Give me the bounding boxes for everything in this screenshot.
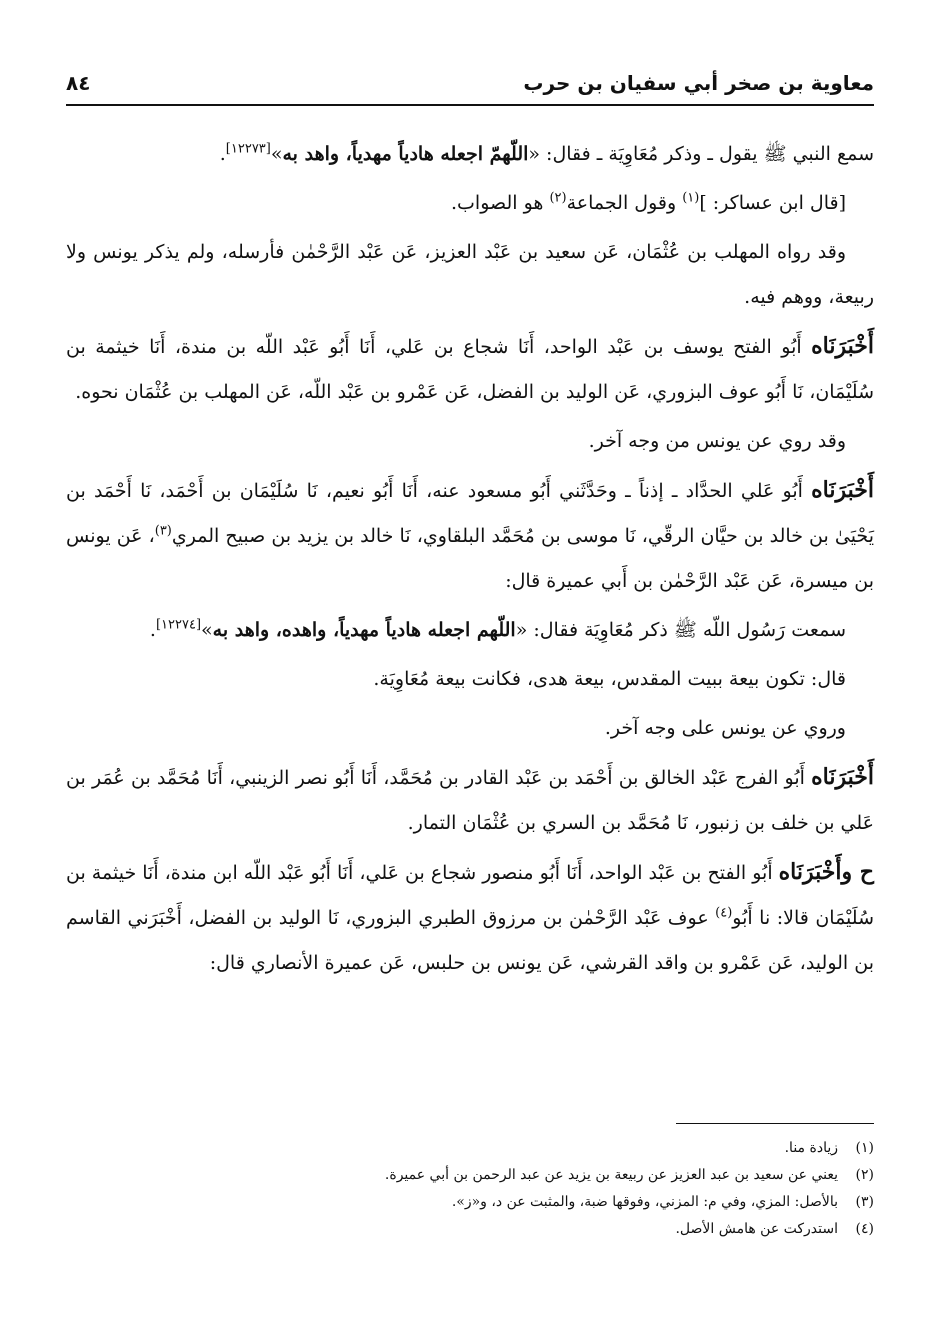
footnote-number: (١) [855,1140,874,1156]
page-number: ٨٤ [66,71,91,95]
paragraph-9: وروي عن يونس على وجه آخر. [604,717,846,739]
footnote-2 [66,1162,874,1189]
footnote-number: (٤) [855,1221,874,1237]
running-title: معاوية بن صخر أبي سفيان بن حرب [523,71,874,95]
paragraph-2 [66,181,874,226]
p2-text3: هو الصواب. [450,192,550,214]
isnad-keyword: أَخْبَرَنَاه [811,764,874,790]
isnad-keyword: أَخْبَرَنَاه [811,477,874,503]
footnote-separator [676,1123,874,1124]
footnote-number: (٣) [855,1194,874,1210]
p6-text: أَبُو عَلي الحدَّاد ـ إذناً ـ وحَدَّثَني أَبُو مسعود عنه، أَنَا أَبُو نعيم، نَا سُلَيْمَان بن أَحْمَد، نَا أَحْمَد بن يَحْيَىٰ بن خالد بن حيَّان الرقّي، نَا موسى بن مُحَمَّد البلقاوي، نَا خالد بن يزيد بن صبيح المري [66,480,874,547]
footnote-ref-3[interactable]: (٣) [154,523,172,539]
footnote-text: استدركت عن هامش الأصل. [675,1221,838,1237]
p1-hadith: اللّهمّ اجعله هادياً مهدياً، واهد به [282,143,529,165]
p1-end: . [219,143,226,165]
paragraph-5: وقد روي عن يونس من وجه آخر. [588,430,846,452]
paragraph-11 [66,850,874,986]
paragraph-10 [66,755,874,846]
footnote-4 [66,1216,874,1243]
p7-end: . [149,619,156,641]
paragraph-8: قال: تكون بيعة ببيت المقدس، بيعة هدى، فكانت بيعة مُعَاوِيَة. [373,668,846,690]
p11-text2: عوف عَبْد الرَّحْمٰن بن مرزوق الطبري البزوري، نَا الوليد بن الفضل، أَخْبَرَني القاسم بن الوليد، عَن عَمْرو بن واقد القرشي، عَن يونس بن حلبس، عَن عميرة الأنصاري قال: [66,907,874,974]
header-rule [66,104,874,106]
footnote-text: زيادة منا. [784,1140,838,1156]
footnote-1 [66,1135,874,1162]
paragraph-6 [66,468,874,604]
isnad-keyword: ح وأَخْبَرَنَاه [778,859,875,885]
footnote-ref-4[interactable]: (٤) [715,905,733,921]
p1-quote-close: » [270,143,283,165]
footnote-3 [66,1189,874,1216]
p1-text: سمع النبي ﷺ يقول ـ وذكر مُعَاوِيَة ـ فقال: « [528,143,874,165]
footnote-text: بالأصل: المزي، وفي م: المزني، وفوقها ضبة، والمثبت عن د، و«ز». [451,1194,838,1210]
p7-hadith: اللّهم اجعله هادياً مهدياً، واهده، واهد به [212,619,516,641]
paragraph-7 [66,608,874,653]
footnote-ref-1[interactable]: (١) [682,190,700,206]
paragraph-3: وقد رواه المهلب بن عُثْمَان، عَن سعيد بن عَبْد العزيز، عَن عَبْد الرَّحْمٰن فأرسله، ولم يذكر يونس ولا ربيعة، ووهم فيه. [66,241,874,308]
footnote-ref-2[interactable]: (٢) [549,190,567,206]
p2-text: [قال ابن عساكر: ] [699,192,846,214]
footnote-number: (٢) [855,1167,874,1183]
paragraph-1 [66,132,874,177]
isnad-keyword: أَخْبَرَنَاه [811,333,874,359]
p7-quote-close: » [201,619,213,641]
p7-text: سمعت رَسُول اللّه ﷺ ذكر مُعَاوِيَة فقال: « [515,619,846,641]
p2-text2: وقول الجماعة [566,192,683,214]
page-header [66,66,874,100]
p6-text2: ، عَن يونس بن ميسرة، عَن عَبْد الرَّحْمٰن بن أَبي عميرة قال: [66,525,874,592]
main-text [66,132,874,990]
p11-text: أَبُو الفتح بن عَبْد الواحد، أَنَا أَبُو منصور شجاع بن عَلي، أَنَا أَبُو عَبْد اللّه ابن مندة، أَنَا خيثمة بن سُلَيْمَان قالا: نا أَبُو [66,862,874,929]
p10-text: أَبُو الفرج عَبْد الخالق بن أَحْمَد بن عَبْد القادر بن مُحَمَّد، أَنَا أَبُو نصر الزينبي، أَنَا مُحَمَّد بن عُمَر بن عَلي بن خلف بن زنبور، نَا مُحَمَّد بن السري بن عُثْمَان التمار. [66,767,874,834]
p1-ref-number: [١٢٢٧٣] [225,141,271,157]
footnotes [66,1135,874,1243]
footnote-text: يعني عن سعيد بن عبد العزيز عن ربيعة بن يزيد عن عبد الرحمن بن أبي عميرة. [384,1167,838,1183]
paragraph-4 [66,324,874,415]
p7-ref-number: [١٢٢٧٤] [155,617,202,633]
p4-text: أَبُو الفتح يوسف بن عَبْد الواحد، أَنَا شجاع بن عَلي، أَنَا أَبُو عَبْد اللّه بن مندة، أَنَا خيثمة بن سُلَيْمَان، نَا أَبُو عوف البزوري، عَن الوليد بن الفضل، عَن عَمْرو بن عَبْد اللّه، عَن المهلب بن عُثْمَان نحوه. [66,336,874,403]
